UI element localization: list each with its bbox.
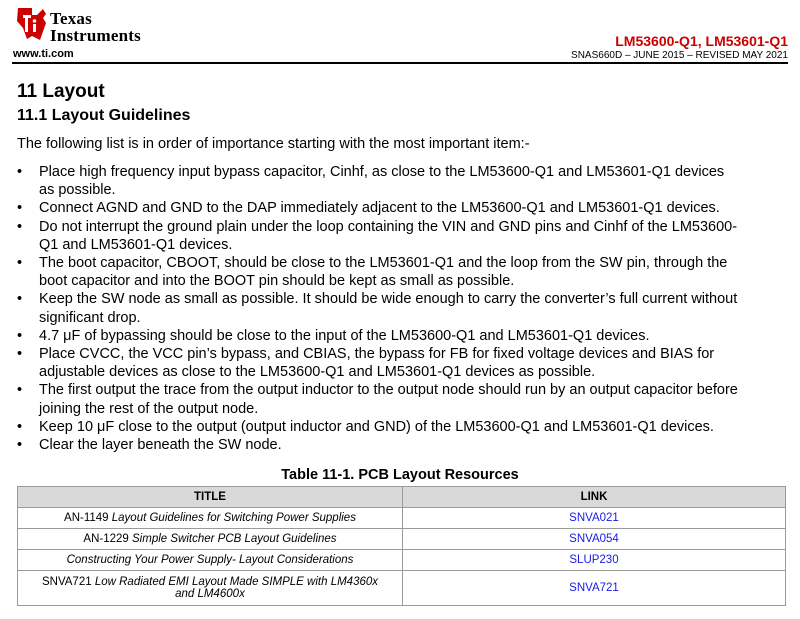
section-title: 11 Layout <box>17 81 105 102</box>
guidelines-list <box>17 163 787 454</box>
list-item: • Keep the SW node as small as possible. It should be wide enough to carry the converter’s full current without significant drop. <box>17 291 738 326</box>
bullet-icon: • <box>17 200 23 217</box>
table-row <box>18 550 786 571</box>
list-item: • Place CVCC, the VCC pin’s bypass, and CBIAS, the bypass for FB for fixed voltage devices and BIAS for adjustable devices as close to the LM53600-Q1 and LM53601-Q1 devices as possible. <box>17 346 715 381</box>
intro-text: The following list is in order of importance starting with the most important item:- <box>17 136 530 152</box>
list-item: • Place high frequency input bypass capacitor, Cinhf, as close to the LM53600-Q1 and LM53601-Q1 devices as possible. <box>17 164 725 199</box>
website-link[interactable]: www.ti.com <box>13 48 74 60</box>
bullet-icon: • <box>17 382 23 399</box>
part-numbers: LM53600-Q1, LM53601-Q1 <box>615 33 788 49</box>
bullet-icon: • <box>17 327 23 344</box>
column-header-link: LINK <box>403 487 786 508</box>
page-header <box>0 0 800 66</box>
ti-logo-icon <box>12 6 52 44</box>
resource-link[interactable]: SNVA054 <box>403 529 786 550</box>
list-item: • Connect AGND and GND to the DAP immediately adjacent to the LM53600-Q1 and LM53601-Q1 devices. <box>17 200 720 217</box>
list-item: • Keep 10 μF close to the output (output inductor and GND) of the LM53600-Q1 and LM53601-Q1 devices. <box>17 418 714 435</box>
table-row <box>18 508 786 529</box>
resource-link[interactable]: SLUP230 <box>403 550 786 571</box>
bullet-icon: • <box>17 437 23 454</box>
table-header-row <box>18 487 786 508</box>
bullet-icon: • <box>17 291 23 308</box>
resource-title: SNVA721 Low Radiated EMI Layout Made SIMPLE with LM4360x and LM4600x <box>18 571 403 606</box>
list-item: • Do not interrupt the ground plain under the loop containing the VIN and GND pins and Cinhf of the LM53600- Q1 and LM53601-Q1 devices. <box>17 218 738 253</box>
subsection-title: 11.1 Layout Guidelines <box>17 107 191 124</box>
header-divider <box>12 62 788 64</box>
bullet-icon: • <box>17 164 23 180</box>
layout-resources-table <box>17 486 786 606</box>
table-caption: Table 11-1. PCB Layout Resources <box>281 467 519 483</box>
resource-title: AN-1149 Layout Guidelines for Switching Power Supplies <box>18 508 403 529</box>
ti-logo-wordmark: Texas Instruments <box>50 9 141 45</box>
bullet-icon: • <box>17 418 23 435</box>
list-item: • Clear the layer beneath the SW node. <box>17 437 282 454</box>
resource-title: AN-1229 Simple Switcher PCB Layout Guidelines <box>18 529 403 550</box>
bullet-icon: • <box>17 255 23 272</box>
resource-title: Constructing Your Power Supply- Layout Considerations <box>18 550 403 571</box>
list-item: • The boot capacitor, CBOOT, should be close to the LM53601-Q1 and the loop from the SW pin, through the boot capacitor and into the BOOT pin should be kept as small as possible. <box>17 255 728 290</box>
list-item: • 4.7 μF of bypassing should be close to the input of the LM53600-Q1 and LM53601-Q1 devices. <box>17 327 650 344</box>
list-item: • The first output the trace from the output inductor to the output node should run by an output capacitor before joining the rest of the output node. <box>17 382 738 417</box>
resource-link[interactable]: SNVA021 <box>403 508 786 529</box>
bullet-icon: • <box>17 346 23 363</box>
resource-link[interactable]: SNVA721 <box>403 571 786 606</box>
bullet-icon: • <box>17 218 23 235</box>
table-row <box>18 571 786 606</box>
table-row <box>18 529 786 550</box>
doc-revision: SNAS660D – JUNE 2015 – REVISED MAY 2021 <box>571 50 788 61</box>
column-header-title: TITLE <box>18 487 403 508</box>
